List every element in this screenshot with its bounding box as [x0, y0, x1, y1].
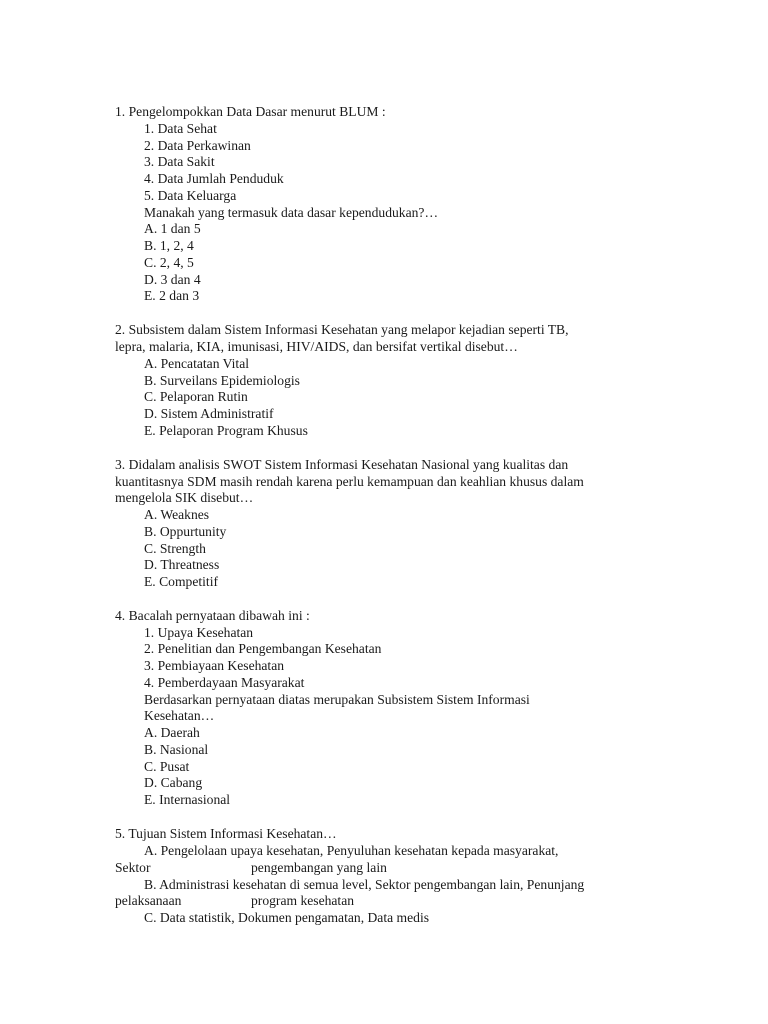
question-4-prompt: Berdasarkan pernyataan diatas merupakan Subsistem Sistem Informasi	[144, 692, 530, 707]
answer-option: B. 1, 2, 4	[144, 238, 194, 253]
answer-option: A. Weaknes	[144, 507, 210, 522]
answer-option: C. Pusat	[144, 759, 190, 774]
list-item: 1. Upaya Kesehatan	[144, 625, 254, 640]
question-4-prompt: Kesehatan…	[144, 708, 215, 723]
answer-option: C. Pelaporan Rutin	[144, 389, 248, 404]
list-item: 3. Data Sakit	[144, 154, 215, 169]
list-item: 1. Data Sehat	[144, 121, 217, 136]
question-1-prompt: Manakah yang termasuk data dasar kependudukan?…	[144, 205, 439, 220]
list-item: 3. Pembiayaan Kesehatan	[144, 658, 285, 673]
answer-option: D. Threatness	[144, 557, 220, 572]
answer-option-continuation: pelaksanaan	[115, 893, 182, 908]
answer-option: C. Strength	[144, 541, 206, 556]
question-5-stem: 5. Tujuan Sistem Informasi Kesehatan…	[115, 826, 337, 841]
question-3-stem: 3. Didalam analisis SWOT Sistem Informasi Kesehatan Nasional yang kualitas dan	[115, 457, 569, 472]
answer-option: E. Competitif	[144, 574, 219, 589]
answer-option: E. 2 dan 3	[144, 288, 200, 303]
answer-option: A. Pengelolaan upaya kesehatan, Penyuluhan kesehatan kepada masyarakat,	[144, 843, 559, 858]
question-1-stem: 1. Pengelompokkan Data Dasar menurut BLUM :	[115, 104, 386, 119]
answer-option: B. Surveilans Epidemiologis	[144, 373, 300, 388]
answer-option-continuation: Sektor	[115, 860, 151, 875]
answer-option: E. Internasional	[144, 792, 231, 807]
answer-option: A. 1 dan 5	[144, 221, 201, 236]
answer-option: C. Data statistik, Dokumen pengamatan, Data medis	[144, 910, 430, 925]
question-3-stem: mengelola SIK disebut…	[115, 490, 254, 505]
answer-option: D. Cabang	[144, 775, 203, 790]
list-item: 2. Data Perkawinan	[144, 138, 251, 153]
answer-option: E. Pelaporan Program Khusus	[144, 423, 308, 438]
question-4-stem: 4. Bacalah pernyataan dibawah ini :	[115, 608, 310, 623]
answer-option: A. Daerah	[144, 725, 200, 740]
list-item: 4. Pemberdayaan Masyarakat	[144, 675, 305, 690]
answer-option: B. Nasional	[144, 742, 209, 757]
list-item: 2. Penelitian dan Pengembangan Kesehatan	[144, 641, 382, 656]
answer-option: C. 2, 4, 5	[144, 255, 194, 270]
list-item: 5. Data Keluarga	[144, 188, 237, 203]
question-2-stem: 2. Subsistem dalam Sistem Informasi Kesehatan yang melapor kejadian seperti TB,	[115, 322, 569, 337]
answer-option: D. Sistem Administratif	[144, 406, 274, 421]
answer-option: D. 3 dan 4	[144, 272, 201, 287]
list-item: 4. Data Jumlah Penduduk	[144, 171, 284, 186]
answer-option-continuation: program kesehatan	[251, 893, 355, 908]
question-2-stem: lepra, malaria, KIA, imunisasi, HIV/AIDS, dan bersifat vertikal disebut…	[115, 339, 518, 354]
answer-option-continuation: pengembangan yang lain	[251, 860, 387, 875]
question-3-stem: kuantitasnya SDM masih rendah karena perlu kemampuan dan keahlian khusus dalam	[115, 474, 584, 489]
answer-option: B. Administrasi kesehatan di semua level, Sektor pengembangan lain, Penunjang	[144, 877, 585, 892]
answer-option: B. Oppurtunity	[144, 524, 227, 539]
answer-option: A. Pencatatan Vital	[144, 356, 250, 371]
